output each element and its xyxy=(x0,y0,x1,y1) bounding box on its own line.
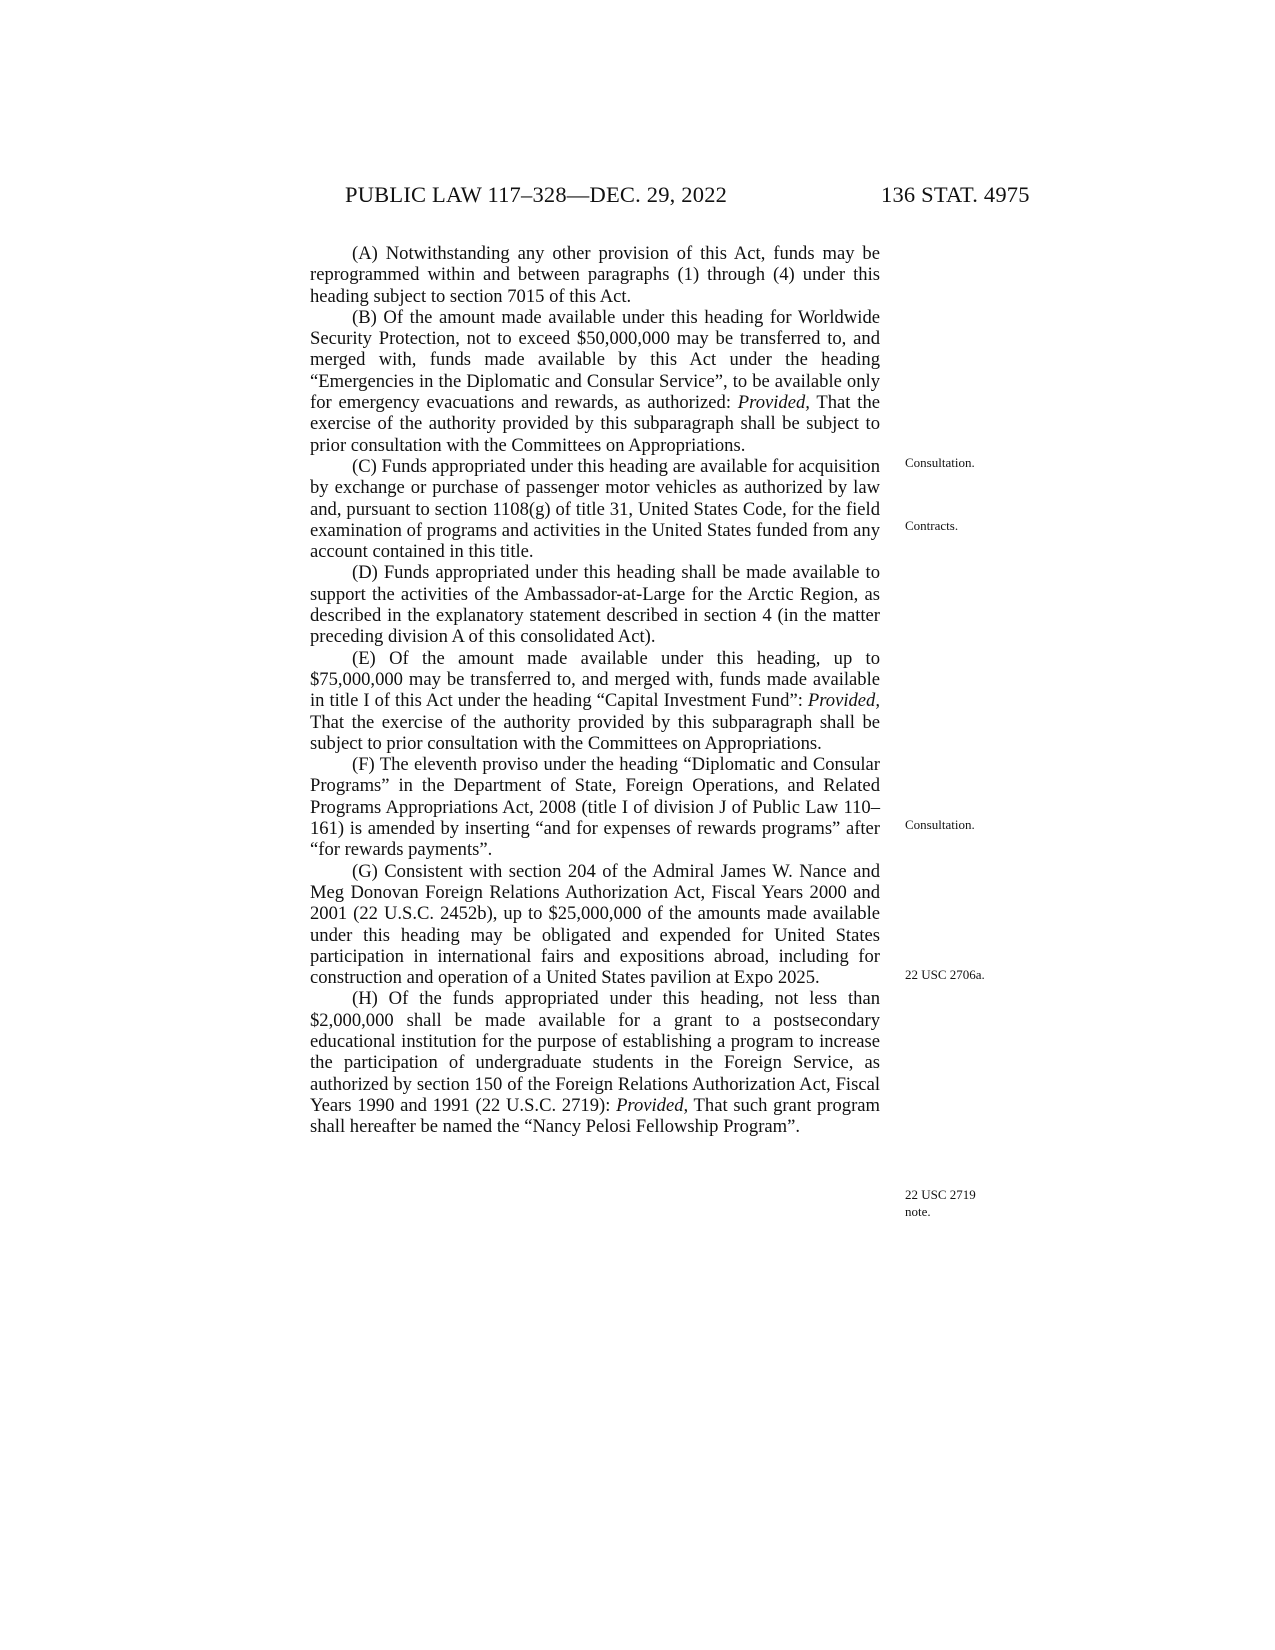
proviso-italic: Provided, xyxy=(807,690,880,712)
margin-note-usc-2719-line1: 22 USC 2719 xyxy=(905,1187,976,1202)
paragraph-label: (H) xyxy=(352,988,378,1010)
margin-note-usc-2719-line2: note. xyxy=(905,1204,931,1219)
paragraph-label: (E) xyxy=(352,647,376,669)
proviso-italic: Provided, xyxy=(616,1094,689,1116)
paragraph-label: (D) xyxy=(352,562,378,584)
running-header-page-ref: 136 STAT. 4975 xyxy=(881,182,1030,207)
paragraph-g xyxy=(310,861,880,989)
running-header-title: PUBLIC LAW 117–328—DEC. 29, 2022 xyxy=(345,182,728,207)
paragraph-text: Of the amount made available under this heading for Worldwide Security Protection, not to exceed $50,000,000 may be transferred to, and merged with, funds made available by this Act under the heading “Emergencies in the Diplomatic and Consular Service”, to be available only for emergency evacuations and rewards, as authorized: xyxy=(310,306,880,414)
paragraph-c xyxy=(310,456,880,562)
document-body xyxy=(310,243,880,1137)
paragraph-text: The eleventh proviso under the heading “Diplomatic and Consular Programs” in the Department of State, Foreign Operations, and Related Programs Appropriations Act, 2008 (title I of division J of Public Law 110–161) is amended by inserting “and for expenses of rewards programs” after “for rewards payments”. xyxy=(310,754,880,861)
proviso-italic: Provided, xyxy=(737,392,810,414)
paragraph-label: (G) xyxy=(352,860,378,882)
paragraph-label: (A) xyxy=(352,243,378,264)
margin-note-contracts: Contracts. xyxy=(905,518,959,533)
paragraph-a xyxy=(310,243,880,307)
paragraph-h xyxy=(310,988,880,1137)
paragraph-text: That such grant program shall hereafter be named the “Nancy Pelosi Fellowship Program”. xyxy=(310,1094,880,1138)
paragraph-f xyxy=(310,754,880,860)
paragraph-text: Consistent with section 204 of the Admiral James W. Nance and Meg Donovan Foreign Relations Authorization Act, Fiscal Years 2000 and 2001 (22 U.S.C. 2452b), up to $25,000,000 of the amounts made available under this heading may be obligated and expended for United States participation in international fairs and expositions abroad, including for construction and operation of a United States pavilion at Expo 2025. xyxy=(310,860,880,989)
paragraph-text: Notwithstanding any other provision of this Act, funds may be reprogrammed within and between paragraphs (1) through (4) under this heading subject to section 7015 of this Act. xyxy=(310,243,880,307)
paragraph-text: Funds appropriated under this heading shall be made available to support the activities of the Ambassador-at-Large for the Arctic Region, as described in the explanatory statement described in section 4 (in the matter preceding division A of this consolidated Act). xyxy=(310,562,880,648)
margin-note-consultation-e: Consultation. xyxy=(905,817,975,832)
paragraph-b xyxy=(310,307,880,456)
paragraph-text: Of the funds appropriated under this heading, not less than $2,000,000 shall be made available for a grant to a postsecondary educational institution for the purpose of establishing a program to increase the participation of undergraduate students in the Foreign Service, as authorized by section 150 of the Foreign Relations Authorization Act, Fiscal Years 1990 and 1991 (22 U.S.C. 2719): xyxy=(310,988,880,1116)
margin-note-usc-2719 xyxy=(905,1186,976,1220)
margin-note-usc-2706a: 22 USC 2706a. xyxy=(905,967,985,982)
paragraph-e xyxy=(310,648,880,754)
margin-note-consultation-b: Consultation. xyxy=(905,455,975,470)
paragraph-text: That the exercise of the authority provided by this subparagraph shall be subject to prior consultation with the Committees on Appropriations. xyxy=(310,711,880,754)
paragraph-d xyxy=(310,562,880,647)
paragraph-text: That the exercise of the authority provided by this subparagraph shall be subject to prior consultation with the Committees on Appropriations. xyxy=(310,392,880,456)
paragraph-label: (B) xyxy=(352,306,377,328)
paragraph-text: Of the amount made available under this heading, up to $75,000,000 may be transferred to, and merged with, funds made available in title I of this Act under the heading “Capital Investment Fund”: xyxy=(310,647,881,712)
paragraph-label: (F) xyxy=(352,754,375,776)
paragraph-label: (C) xyxy=(352,455,377,477)
paragraph-text: Funds appropriated under this heading are available for acquisition by exchange or purchase of passenger motor vehicles as authorized by law and, pursuant to section 1108(g) of title 31, United States Code, for the field examination of programs and activities in the United States funded from any account contained in this title. xyxy=(310,455,881,563)
